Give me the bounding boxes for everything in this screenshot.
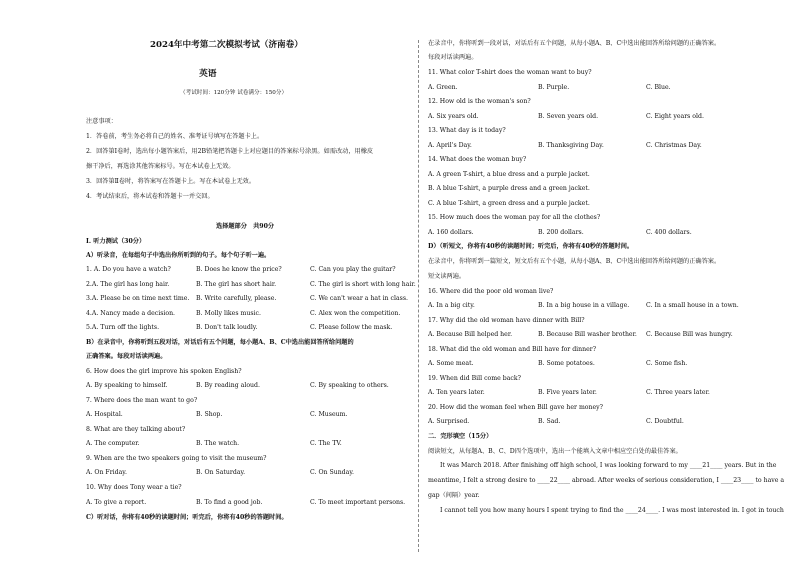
option: A. Six years old.	[428, 113, 479, 120]
option: C. Museum.	[310, 411, 348, 418]
partC-intro-line1: 在录音中，你将听到一段对话，对话后有五个问题，从每小题A、B、C中选出能回答所给问题的正确答案。	[428, 40, 721, 47]
option: B. Because Bill washer brother.	[538, 331, 637, 338]
option: A. To give a report.	[86, 499, 147, 506]
exam-title: 2024年中考第二次模拟考试（济南卷）	[150, 40, 303, 50]
option: A. Ten years later.	[428, 389, 485, 396]
question: 12. How old is the woman's son?	[428, 98, 531, 105]
option: A. Some meat.	[428, 360, 474, 367]
option: C. Some fish.	[646, 360, 688, 367]
partB-instruction-line2: 正确答案。每段对话读两遍。	[86, 353, 167, 360]
option: C. Three years later.	[646, 389, 710, 396]
option: C. A blue T-shirt, a green dress and a purple jacket.	[428, 200, 590, 207]
option: B. Shop.	[196, 411, 223, 418]
option: B. Purple.	[538, 84, 570, 91]
option: C. Alex won the competition.	[310, 310, 401, 317]
partC-intro-line2: 每段对话读两遍。	[428, 54, 478, 61]
option: A. In a big city.	[428, 302, 475, 309]
option: A. April's Day.	[428, 142, 472, 149]
option: A. Because Bill helped her.	[428, 331, 513, 338]
option: C. The girl is short with long hair.	[310, 281, 416, 288]
passage-line: I cannot tell you how many hours I spent trying to find the ____24____. I was most interested in. I got in touch	[440, 507, 784, 514]
section2-instruction: 阅读短文，从每题A、B、C、D四个选项中，选出一个能填入文章中相应空白处的最佳答案。	[428, 448, 682, 455]
option: C. Christmas Day.	[646, 142, 702, 149]
option: C. We can't wear a hat in class.	[310, 295, 408, 302]
option: B. Write carefully, please.	[196, 295, 277, 302]
option: C. Can you play the guitar?	[310, 266, 396, 273]
passage-line: It was March 2018. After finishing off high school, I was looking forward to my ____21____ years. But in the	[440, 462, 777, 469]
option: C. On Sunday.	[310, 469, 354, 476]
option: B. Seven years old.	[538, 113, 599, 120]
partD-intro-line1: 在录音中，你将听到一篇短文，短文后有五个小题，从每小题A、B、C中选出能回答所给问题的正确答案。	[428, 258, 721, 265]
option: C. Doubtful.	[646, 418, 684, 425]
option: 4.A. Nancy made a decision.	[86, 310, 176, 317]
option: B. Some potatoes.	[538, 360, 595, 367]
question: 6. How does the girl improve his spoken English?	[86, 368, 242, 375]
option: 2.A. The girl has long hair.	[86, 281, 170, 288]
option: C. Blue.	[646, 84, 671, 91]
option: B. Five years later.	[538, 389, 597, 396]
column-divider	[418, 40, 419, 552]
question: 15. How much does the woman pay for all the clothes?	[428, 214, 601, 221]
question: 18. What did the old woman and Bill have for dinner?	[428, 346, 597, 353]
option: C. Please follow the mask.	[310, 324, 393, 331]
option: A. Hospital.	[86, 411, 123, 418]
option: C. To meet important persons.	[310, 499, 406, 506]
section1-heading: Ⅰ. 听力测试（30分）	[86, 238, 146, 245]
option: B. The girl has short hair.	[196, 281, 277, 288]
option: A. A green T-shirt, a blue dress and a purple jacket.	[428, 171, 590, 178]
notes-heading: 注意事项：	[86, 118, 117, 125]
option: A. On Friday.	[86, 469, 127, 476]
question: 16. Where did the poor old woman live?	[428, 288, 554, 295]
question: 7. Where does the man want to go?	[86, 397, 198, 404]
part-heading: 选择题部分 共90分	[216, 223, 275, 230]
option: B. Molly likes music.	[196, 310, 261, 317]
note-item: 擦干净后，再选涂其他答案标号。写在本试卷上无效。	[86, 163, 235, 170]
option: B. The watch.	[196, 440, 240, 447]
partD-intro-line2: 短文读两遍。	[428, 273, 466, 280]
option: 1. A. Do you have a watch?	[86, 266, 171, 273]
option: A. 160 dollars.	[428, 229, 474, 236]
option: B. On Saturday.	[196, 469, 246, 476]
option: 3.A. Please be on time next time.	[86, 295, 190, 302]
option: A. By speaking to himself.	[86, 382, 168, 389]
option: B. 200 dollars.	[538, 229, 584, 236]
option: B. To find a good job.	[196, 499, 263, 506]
option: B. A blue T-shirt, a purple dress and a green jacket.	[428, 185, 590, 192]
question: 9. When are the two speakers going to visit the museum?	[86, 455, 267, 462]
option: 5.A. Turn off the lights.	[86, 324, 160, 331]
option: B. Thanksgiving Day.	[538, 142, 604, 149]
subject-title: 英语	[199, 69, 217, 79]
section2-heading: 二．完形填空（15分）	[428, 433, 493, 440]
partA-instruction: A）听录音，在每组句子中选出你所听到的句子。每个句子听一遍。	[86, 252, 271, 259]
option: A. Green.	[428, 84, 458, 91]
option: C. Because Bill was hungry.	[646, 331, 733, 338]
option: B. Don't talk loudly.	[196, 324, 258, 331]
question: 19. When did Bill come back?	[428, 375, 521, 382]
question: 20. How did the woman feel when Bill gave her money?	[428, 404, 603, 411]
note-item: 3．回答第Ⅱ卷时，将答案写在答题卡上。写在本试卷上无效。	[86, 178, 256, 185]
partC-instruction: C）听对话，你将有40秒的读题时间；听完后，你将有40秒的答题时间。	[86, 514, 288, 521]
question: 10. Why does Tony wear a tie?	[86, 484, 182, 491]
passage-line: gap（间隔）year.	[428, 492, 480, 499]
option: B. Sad.	[538, 418, 561, 425]
option: A. The computer.	[86, 440, 140, 447]
question: 8. What are they talking about?	[86, 426, 186, 433]
option: A. Surprised.	[428, 418, 470, 425]
question: 14. What does the woman buy?	[428, 156, 527, 163]
note-item: 2．回答第Ⅰ卷时，选出每小题答案后，用2B铅笔把答题卡上对应题目的答案标号涂黑。如需改动，用橡皮	[86, 148, 374, 155]
option: B. Does he know the price?	[196, 266, 282, 273]
note-item: 1．答卷前，考生务必将自己的姓名、准考证号填写在答题卡上。	[86, 133, 264, 140]
question: 11. What color T-shirt does the woman want to buy?	[428, 69, 592, 76]
option: C. In a small house in a town.	[646, 302, 739, 309]
question: 13. What day is it today?	[428, 127, 506, 134]
option: B. In a big house in a village.	[538, 302, 630, 309]
partB-instruction-line1: B）在录音中，你将听到五段对话，对话后有五个问题，每小题A、B、C中选出能回答所给问题的	[86, 339, 354, 346]
option: C. Eight years old.	[646, 113, 704, 120]
option: C. The TV.	[310, 440, 342, 447]
option: C. 400 dollars.	[646, 229, 692, 236]
note-item: 4．考试结束后，将本试卷和答题卡一并交回。	[86, 193, 214, 200]
question: 17. Why did the old woman have dinner with Bill?	[428, 317, 585, 324]
exam-meta: （考试时间：120分钟 试卷满分：150分）	[180, 90, 288, 96]
option: C. By speaking to others.	[310, 382, 389, 389]
option: B. By reading aloud.	[196, 382, 260, 389]
passage-line: meantime, I felt a strong desire to ____22____ abroad. After weeks of serious consideration, I ____23____ to have a	[428, 477, 785, 484]
partD-instruction: D）（听短文，你将有40秒的读题时间；听完后，你将有40秒的答题时间。	[428, 243, 634, 250]
